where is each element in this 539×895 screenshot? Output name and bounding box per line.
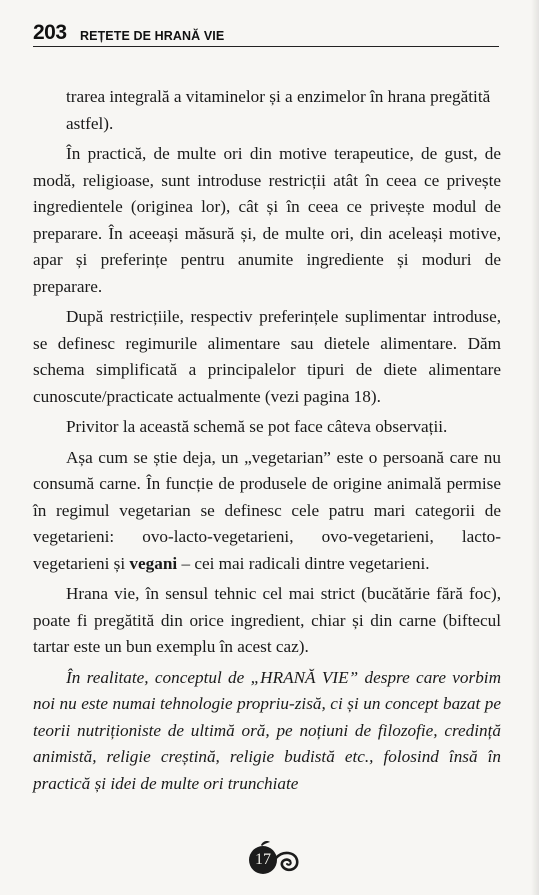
vegan-term: vegani <box>129 553 178 573</box>
book-title: REȚETE DE HRANĂ VIE <box>80 29 225 43</box>
footer-page-number: 17 <box>255 851 271 868</box>
page-footer <box>0 840 539 880</box>
paragraph-diets: După restricțiile, respectiv preferințele suplimentar introduse, se definesc regimurile alimentare sau dietele alimentare. Dăm schema simplificată a principalelor tipuri de diete alimentare cunoscute/practicate actualmente (vezi pagina 18). <box>33 307 501 406</box>
paragraph-vegetarian <box>33 445 501 578</box>
paragraph-raw-food: Hrana vie, în sensul tehnic cel mai strict (bucătărie fără foc), poate fi pregătită din orice ingredient, chiar și din carne (biftecul tartar este un bun exemplu în acest caz). <box>33 584 501 656</box>
paragraph-concept: În realitate, conceptul de „HRANĂ VIE” despre care vorbim noi nu este numai tehnologie propriu-zisă, ci și un concept bazat pe teorii nutriționiste de ultimă oră, pe noțiuni de filozofie, credință animistă, religie creștină, religie budistă etc., folosind însă în practică și idei de multe ori trunchiate <box>33 667 501 793</box>
header-page-number: 203 <box>33 21 67 44</box>
body-text <box>33 84 501 801</box>
paragraph-observations: Privitor la această schemă se pot face câteva observații. <box>66 417 448 436</box>
paragraph-restrictions: În practică, de multe ori din motive terapeutice, de gust, de modă, religioase, sunt introduse restricții atât în ceea ce privește ingredientele (originea lor), cât și în ceea ce privește modul de preparare. În aceeași măsură și, de multe ori, din aceleași motive, apar și preferințe pentru anumite ingrediente și moduri de preparare. <box>33 144 501 296</box>
running-header <box>33 18 499 47</box>
paragraph-continued: trarea integrală a vitaminelor și a enzimelor în hrana pregătită astfel). <box>66 87 491 133</box>
vegetarian-text-after: – cei mai radicali dintre vegetarieni. <box>177 553 430 573</box>
vegetarian-text-before: Așa cum se știe deja, un „vegetarian” este o persoană care nu consumă carne. În funcție de produsele de origine animală permise în regimul vegetarian se definesc cele patru mari categorii de vegetarieni: ovo-lacto-vegetarieni, ovo-vegetarieni, lacto-vegetarieni și <box>33 447 501 573</box>
page-edge-shadow <box>531 0 539 895</box>
